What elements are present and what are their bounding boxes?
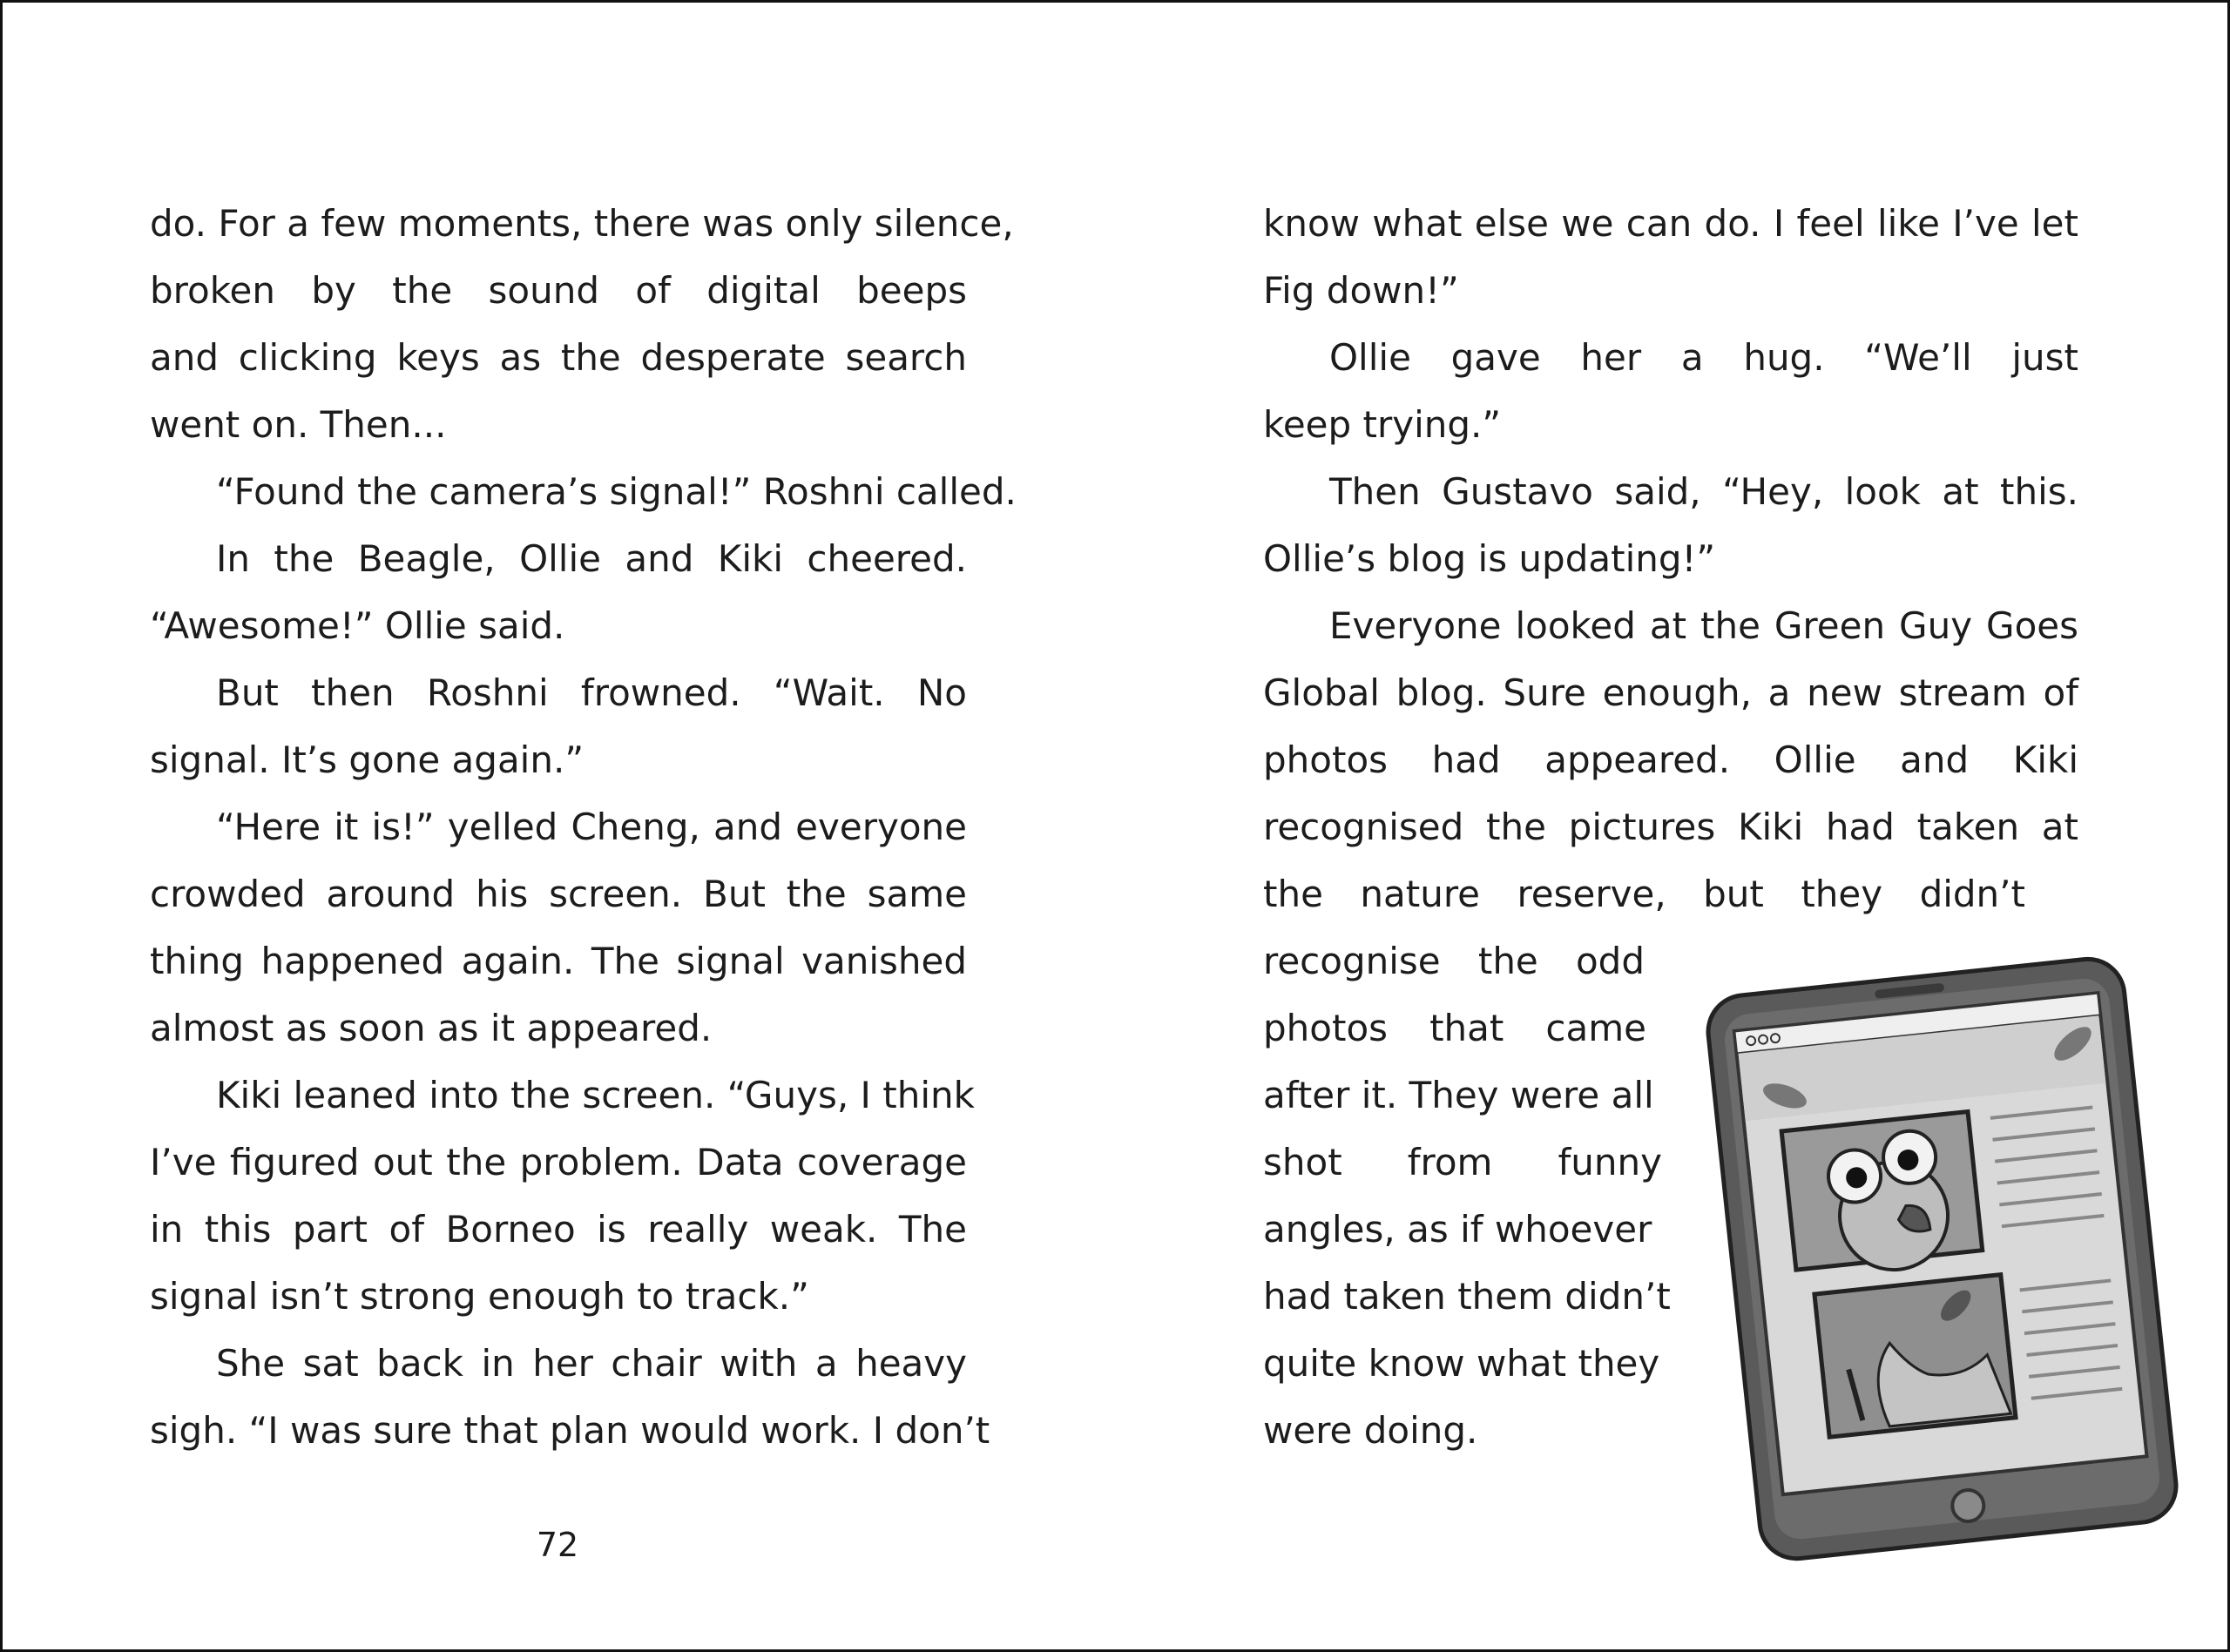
text-line: signal. It’s gone again.” [150,738,585,781]
text-line: Kiki leaned into the screen. “Guys, I think [216,1074,975,1116]
text-line: shot from funny [1263,1141,1662,1183]
text-line: Global blog. Sure enough, a new stream of [1263,671,2078,714]
text-line: had taken them didn’t [1263,1275,1671,1318]
text-line: Fig down!” [1263,269,1459,312]
text-line: She sat back in her chair with a heavy [216,1342,967,1385]
text-line: know what else we can do. I feel like I’ve let [1263,202,2078,245]
text-line: went on. Then... [150,403,447,446]
text-line: in this part of Borneo is really weak. The [150,1208,967,1251]
text-line: thing happened again. The signal vanished [150,940,967,982]
text-line: “Found the camera’s signal!” Roshni called. [216,470,1017,513]
text-line: crowded around his screen. But the same [150,873,967,915]
text-line: angles, as if whoever [1263,1208,1652,1251]
text-line: the nature reserve, but they didn’t [1263,873,2025,915]
text-line: quite know what they [1263,1342,1660,1385]
text-line: were doing. [1263,1409,1478,1452]
text-line: after it. They were all [1263,1074,1654,1116]
text-line: Ollie’s blog is updating!” [1263,537,1716,580]
text-line: do. For a few moments, there was only silence, [150,202,1014,245]
page-number: 72 [536,1526,579,1564]
text-line: “Awesome!” Ollie said. [150,604,565,647]
text-line: signal isn’t strong enough to track.” [150,1275,809,1318]
text-line: photos had appeared. Ollie and Kiki [1263,738,2078,781]
text-line: broken by the sound of digital beeps [150,269,967,312]
text-line: But then Roshni frowned. “Wait. No [216,671,967,714]
text-line: “Here it is!” yelled Cheng, and everyone [216,806,967,848]
text-line: recognised the pictures Kiki had taken at [1263,806,2078,848]
text-line: keep trying.” [1263,403,1502,446]
text-line: I’ve figured out the problem. Data coverage [150,1141,967,1183]
text-line: Ollie gave her a hug. “We’ll just [1329,336,2078,379]
text-line: and clicking keys as the desperate search [150,336,967,379]
text-line: recognise the odd [1263,940,1645,982]
text-line: sigh. “I was sure that plan would work. I don’t [150,1409,990,1452]
tablet-illustration [1699,949,2195,1576]
text-line: In the Beagle, Ollie and Kiki cheered. [216,537,967,580]
left-page-text [150,190,1017,1464]
tablet-with-blog-photos-icon [1699,949,2195,1576]
text-line: photos that came [1263,1007,1646,1049]
text-line: almost as soon as it appeared. [150,1007,713,1049]
text-line: Then Gustavo said, “Hey, look at this. [1329,470,2078,513]
text-line: Everyone looked at the Green Guy Goes [1329,604,2078,647]
